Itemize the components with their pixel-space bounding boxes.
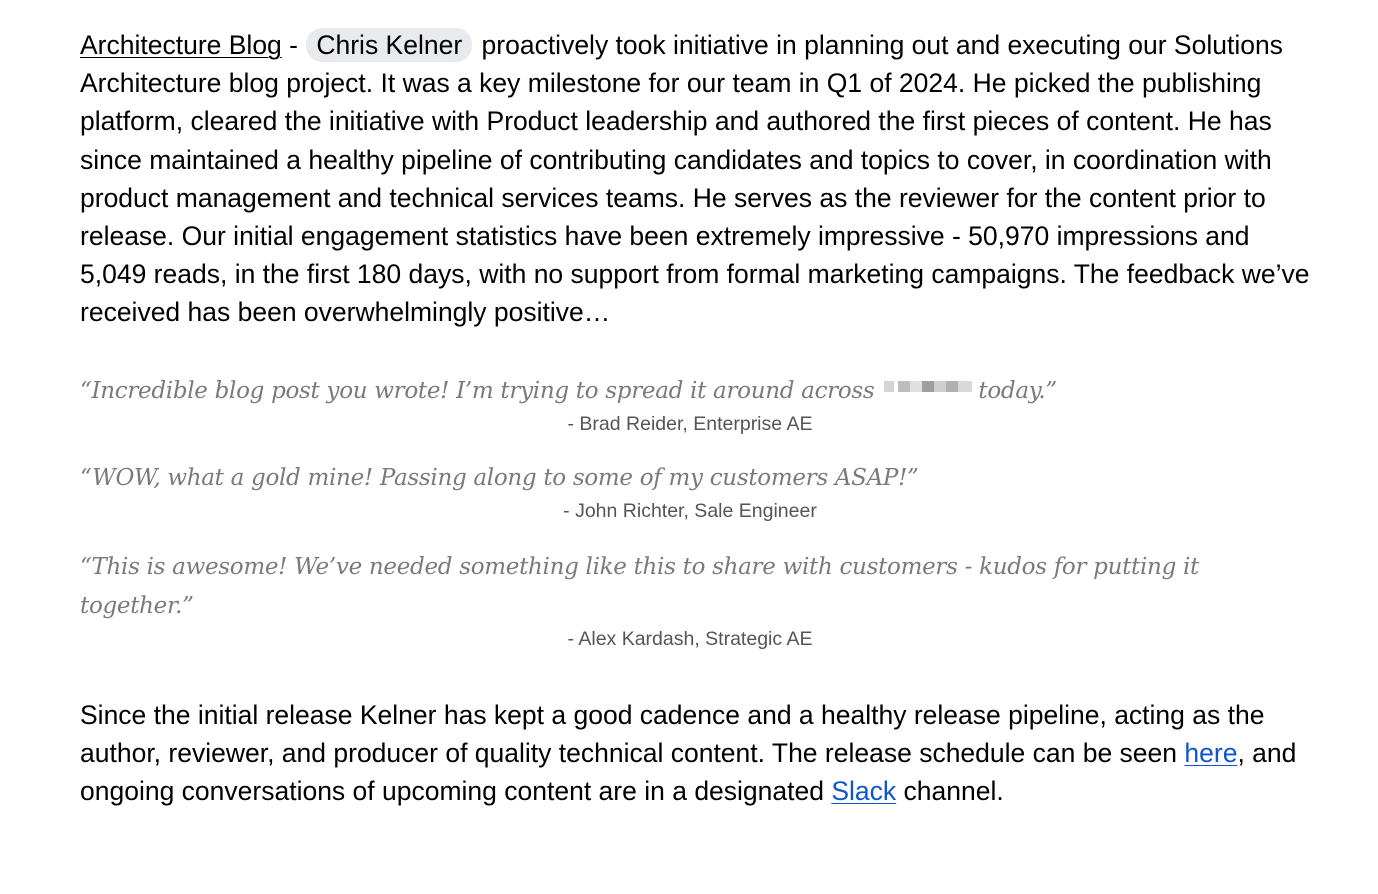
quote-text (80, 372, 1310, 411)
person-chip[interactable]: Chris Kelner (306, 28, 472, 62)
closing-paragraph (80, 696, 1310, 811)
intro-body-text: proactively took initiative in planning out and executing our Solutions Architecture blog project. It was a key milestone for our team in Q1 of 2024. He picked the publishing platform, cleared the initiative with Product leadership and authored the first pieces of content. He has since maintained a healthy pipeline of contributing candidates and topics to cover, in coordination with product management and technical services teams. He serves as the reviewer for the content prior to release. Our initial engagement statistics have been extremely impressive - 50,970 impressions and 5,049 reads, in the first 180 days, with no support from formal marketing campaigns. The feedback we’ve received has been overwhelmingly positive… (80, 30, 1310, 328)
intro-separator: - (281, 30, 306, 60)
release-schedule-link[interactable]: here (1184, 737, 1238, 768)
quote-text: “WOW, what a gold mine! Passing along to some of my customers ASAP!” (80, 464, 919, 491)
quote-attribution: - John Richter, Sale Engineer (563, 499, 817, 522)
intro-paragraph (80, 26, 1310, 332)
quote-block-1 (80, 372, 1310, 437)
quote-text-before: “Incredible blog post you wrote! I’m trying to spread it around across (80, 377, 875, 404)
quote-attribution: - Alex Kardash, Strategic AE (567, 627, 813, 650)
document-body (80, 26, 1310, 810)
quote-text: “This is awesome! We’ve needed something like this to share with customers - kudos for putting it together.” (80, 553, 1200, 619)
closing-text-3: channel. (896, 776, 1004, 807)
quote-attribution: - Brad Reider, Enterprise AE (567, 412, 813, 435)
quote-block-2 (80, 459, 1310, 524)
slack-channel-link[interactable]: Slack (831, 776, 897, 807)
closing-text-1: Since the initial release Kelner has kept a good cadence and a healthy release pipeline, acting as the author, reviewer, and producer of quality technical content. The release schedule can be seen (80, 699, 1265, 768)
closing-text-2: , and ongoing conversations of upcoming content are in a designated (80, 737, 1297, 807)
quote-text-after: today.” (978, 377, 1057, 404)
quote-block-3 (80, 548, 1310, 652)
architecture-blog-link[interactable]: Architecture Blog (80, 30, 282, 60)
redacted-text-image (884, 381, 972, 392)
